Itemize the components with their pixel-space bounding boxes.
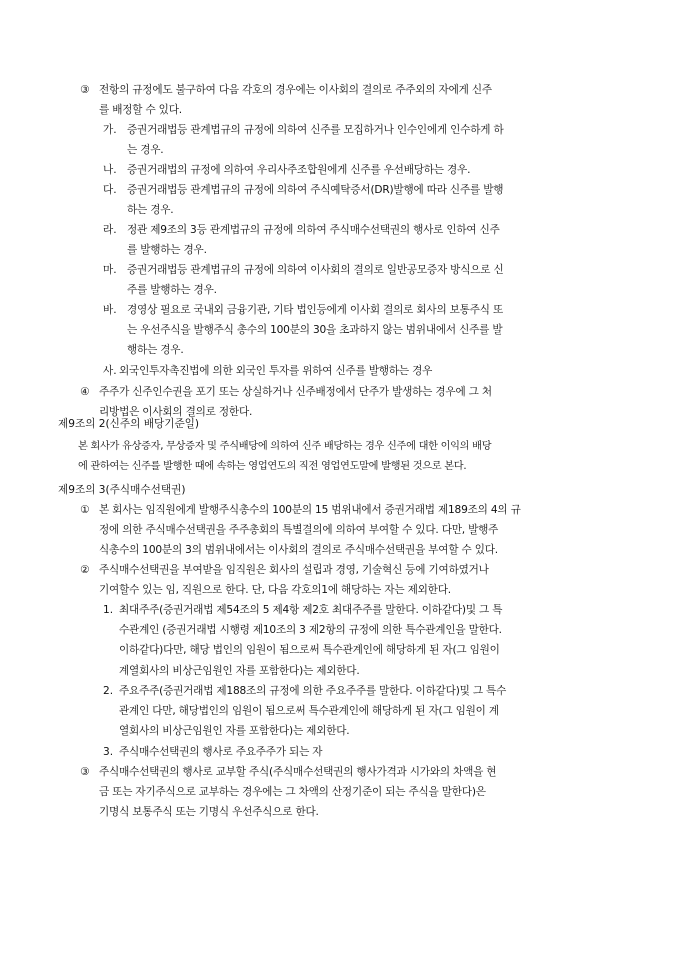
paragraph-marker: ② xyxy=(80,564,90,576)
text-line: 주주가 신주인수권을 포기 또는 상실하거나 신주배정에서 단주가 발생하는 경우에 그 처 xyxy=(99,386,492,398)
text-line: 를 발행하는 경우. xyxy=(127,244,207,257)
text-line: 경영상 필요로 국내외 금융기관, 기타 법인등에게 이사회 결의로 회사의 보통주식 또 xyxy=(127,304,503,316)
article-9-3-p2 xyxy=(99,560,622,600)
paragraph-marker: ① xyxy=(80,504,90,516)
text-line: 증권거래법등 관계법규의 규정에 의하여 주식예탁증서(DR)발행에 따라 신주를 발행 xyxy=(127,184,504,196)
paragraph-marker: ④ xyxy=(80,386,90,398)
text-line: 금 또는 자기주식으로 교부하는 경우에는 그 차액의 산정기준이 되는 주식을 말한다)은 xyxy=(99,786,486,799)
item-ga xyxy=(127,120,623,160)
text-line: 는 경우. xyxy=(127,144,164,157)
text-line: 주요주주(증권거래법 제188조의 규정에 의한 주요주주를 말한다. 이하같다)및 그 특수 xyxy=(119,685,507,697)
text-line: 수관계인 (증권거래법 시행령 제10조의 3 제2항의 규정에 의한 특수관계인을 말한다. xyxy=(119,624,502,637)
text-line: 전항의 규정에도 불구하여 다음 각호의 경우에는 이사회의 결의로 주주외의 자에게 신주 xyxy=(99,84,492,96)
item-marker: 3. xyxy=(103,746,114,758)
item-ma xyxy=(127,260,623,300)
item-sa xyxy=(119,361,623,381)
item-marker: 다. xyxy=(103,184,117,196)
item-1 xyxy=(119,600,623,681)
text-line: 식총수의 100분의 3의 범위내에서는 이사회의 결의로 주식매수선택권을 부여할 수 있다. xyxy=(99,544,498,557)
text-line: 행하는 경우. xyxy=(127,344,184,357)
item-ra xyxy=(127,220,623,260)
item-marker: 라. xyxy=(103,224,117,236)
item-3 xyxy=(119,742,623,762)
text-line: 기여할수 있는 임, 직원으로 한다. 단, 다음 각호의1에 해당하는 자는 제외한다. xyxy=(99,584,451,597)
text-line: 에 관하여는 신주를 발행한 때에 속하는 영업연도의 직전 영업연도말에 발행된 것으로 본다. xyxy=(78,461,467,473)
text-line: 는 우선주식을 발행주식 총수의 100분의 30을 초과하지 않는 범위내에서 신주를 발 xyxy=(127,324,503,337)
text-line: 주를 발행하는 경우. xyxy=(127,284,217,297)
item-marker: 2. xyxy=(103,685,114,697)
text-line: 증권거래법등 관계법규의 규정에 의하여 이사회의 결의로 일반공모증자 방식으로 신 xyxy=(127,264,504,276)
item-ba xyxy=(127,300,623,361)
item-marker: 사. xyxy=(103,365,117,377)
article-9-3-p3 xyxy=(99,762,622,823)
text-line: 이하같다)다만, 해당 법인의 임원이 됨으로써 특수관계인에 해당하게 된 자(그 임원이 xyxy=(119,644,500,657)
text-line: 본 회사가 유상증자, 무상증자 및 주식배당에 의하여 신주 배당하는 경우 신주에 대한 이익의 배당 xyxy=(78,441,492,452)
item-marker: 바. xyxy=(103,304,117,316)
text-line: 계열회사의 비상근임원인 자를 포함한다)는 제외한다. xyxy=(119,664,360,677)
paragraph-marker: ③ xyxy=(80,84,90,96)
article-heading: 제9조의 2(신주의 배당기준일) xyxy=(58,418,200,430)
article-9-3-p1 xyxy=(99,500,622,561)
item-marker: 나. xyxy=(103,164,117,176)
item-na xyxy=(127,160,623,180)
item-marker: 마. xyxy=(103,264,117,276)
text-line: 주식매수선택권을 부여받을 임직원은 회사의 설립과 경영, 기술혁신 등에 기여하였거나 xyxy=(99,564,489,576)
text-line: 리방법은 이사회의 결의로 정한다. xyxy=(99,406,253,419)
text-line: 정관 제9조의 3등 관계법규의 규정에 의하여 주식매수선택권의 행사로 인하여 신주 xyxy=(127,224,500,236)
text-line: 본 회사는 임직원에게 발행주식총수의 100분의 15 범위내에서 증권거래법 제189조의 4의 규 xyxy=(99,504,521,516)
text-line: 관계인 다만, 해당법인의 임원이 됨으로써 특수관계인에 해당하게 된 자(그 임원이 계 xyxy=(119,705,499,718)
text-line: 를 배정할 수 있다. xyxy=(99,104,182,117)
article-9-2-body xyxy=(78,437,623,477)
text-line: 정에 의한 주식매수선택권을 주주총회의 특별결의에 의하여 부여할 수 있다. 다만, 발행주 xyxy=(99,524,499,537)
text-line: 최대주주(증권거래법 제54조의 5 제4항 제2호 최대주주를 말한다. 이하같다)및 그 특 xyxy=(119,604,503,616)
text-line: 기명식 보통주식 또는 기명식 우선주식으로 한다. xyxy=(99,806,319,819)
text-line: 증권거래법등 관계법규의 규정에 의하여 신주를 모집하거나 인수인에게 인수하게 하 xyxy=(127,124,504,136)
item-marker: 1. xyxy=(103,604,114,616)
item-2 xyxy=(119,681,623,742)
article-heading: 제9조의 3(주식매수선택권) xyxy=(58,484,186,496)
paragraph-marker: ③ xyxy=(80,766,90,778)
text-line: 주식매수선택권의 행사로 교부할 주식(주식매수선택권의 행사가격과 시가와의 차액을 현 xyxy=(99,766,497,778)
text-line: 외국인투자촉진법에 의한 외국인 투자를 위하여 신주를 발행하는 경우 xyxy=(119,365,433,377)
item-marker: 가. xyxy=(103,124,117,136)
text-line: 하는 경우. xyxy=(127,204,174,217)
text-line: 주식매수선택권의 행사로 주요주주가 되는 자 xyxy=(119,746,323,758)
item-da xyxy=(127,180,623,220)
text-line: 증권거래법의 규정에 의하여 우리사주조합원에게 신주를 우선배당하는 경우. xyxy=(127,164,471,176)
paragraph-3 xyxy=(99,80,622,120)
text-line: 열회사의 비상근임원인 자를 포함한다)는 제외한다. xyxy=(119,725,350,738)
